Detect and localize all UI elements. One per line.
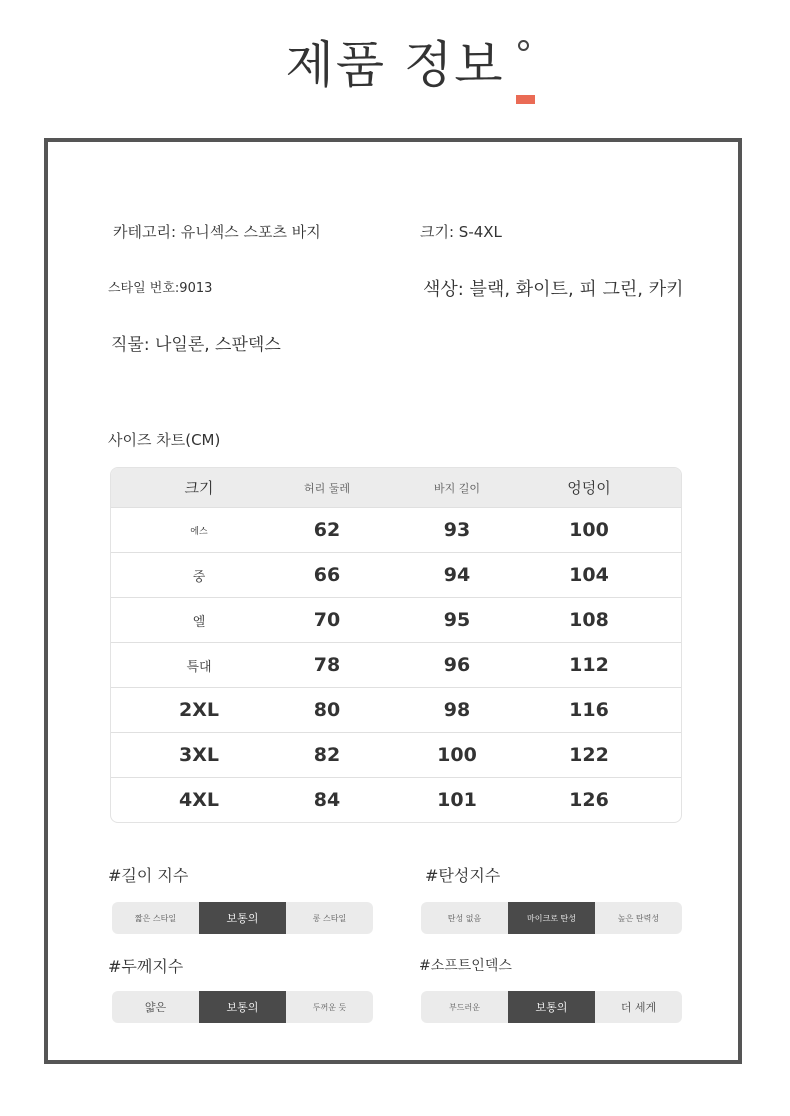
elasticity-index-scale (421, 902, 682, 934)
table-row (111, 597, 681, 642)
waist-cell: 70 (313, 609, 341, 631)
hip-cell: 112 (569, 654, 609, 676)
waist-cell: 84 (313, 789, 341, 811)
length-cell: 96 (443, 654, 471, 676)
length-option-short: 짧은 스타일 (134, 913, 177, 923)
size-cell: 2XL (179, 699, 219, 721)
softness-option-regular: 보통의 (508, 991, 595, 1023)
hip-cell: 108 (569, 609, 609, 631)
hip-cell: 104 (569, 564, 609, 586)
table-header (111, 468, 681, 507)
table-row (111, 732, 681, 777)
elasticity-index-label: #탄성지수 (425, 866, 501, 885)
length-cell: 101 (437, 789, 477, 811)
info-category: 카테고리: 유니섹스 스포츠 바지 (113, 223, 321, 241)
table-row (111, 552, 681, 597)
waist-cell: 78 (313, 654, 341, 676)
size-cell: 3XL (179, 744, 219, 766)
table-row (111, 507, 681, 552)
thickness-option-thin: 얇은 (144, 1001, 167, 1014)
length-cell: 94 (443, 564, 471, 586)
waist-cell: 62 (313, 519, 341, 541)
waist-cell: 66 (313, 564, 341, 586)
size-cell: 엘 (192, 614, 206, 630)
length-option-long: 롱 스타일 (312, 913, 347, 923)
size-cell: 에스 (190, 526, 208, 537)
length-cell: 98 (443, 699, 471, 721)
length-index-scale (112, 902, 373, 934)
waist-cell: 82 (313, 744, 341, 766)
thickness-index-scale (112, 991, 373, 1023)
size-cell: 특대 (186, 659, 212, 675)
info-color: 색상: 블랙, 화이트, 피 그린, 카키 (423, 279, 684, 300)
softness-option-harder: 더 세게 (620, 1001, 657, 1014)
elasticity-option-micro: 마이크로 탄성 (508, 902, 595, 934)
size-chart-title: 사이즈 차트(CM) (108, 431, 221, 449)
hip-cell: 100 (569, 519, 609, 541)
page-title: 제품 정보 (285, 36, 505, 94)
table-row (111, 687, 681, 732)
length-cell: 95 (443, 609, 471, 631)
softness-option-soft: 부드러운 (449, 1002, 480, 1012)
table-row (111, 642, 681, 687)
length-cell: 93 (443, 519, 471, 541)
hip-cell: 116 (569, 699, 609, 721)
info-fabric: 직물: 나일론, 스판덱스 (111, 335, 281, 355)
info-style-number: 스타일 번호:9013 (108, 281, 213, 296)
header-waist: 허리 둘레 (303, 481, 350, 495)
size-cell: 4XL (179, 789, 219, 811)
softness-index-label: #소프트인덱스 (419, 958, 512, 974)
length-option-regular: 보통의 (199, 902, 286, 934)
hip-cell: 126 (569, 789, 609, 811)
length-cell: 100 (437, 744, 477, 766)
thickness-option-thick: 두꺼운 듯 (312, 1002, 347, 1012)
hip-cell: 122 (569, 744, 609, 766)
waist-cell: 80 (313, 699, 341, 721)
header-length: 바지 길이 (433, 481, 480, 495)
thickness-option-regular: 보통의 (199, 991, 286, 1023)
size-cell: 중 (192, 569, 206, 585)
header-size: 크기 (184, 479, 214, 497)
elasticity-option-none: 탄성 없음 (447, 913, 482, 923)
softness-index-scale (421, 991, 682, 1023)
title-dot-decoration (518, 40, 529, 51)
size-chart-table (110, 467, 682, 823)
elasticity-option-high: 높은 탄력성 (617, 913, 660, 923)
thickness-index-label: #두께지수 (108, 957, 184, 976)
length-index-label: #길이 지수 (108, 866, 189, 885)
header-hip: 엉덩이 (567, 479, 611, 497)
info-size: 크기: S-4XL (420, 223, 502, 241)
title-accent-bar (516, 95, 535, 104)
table-row (111, 777, 681, 822)
